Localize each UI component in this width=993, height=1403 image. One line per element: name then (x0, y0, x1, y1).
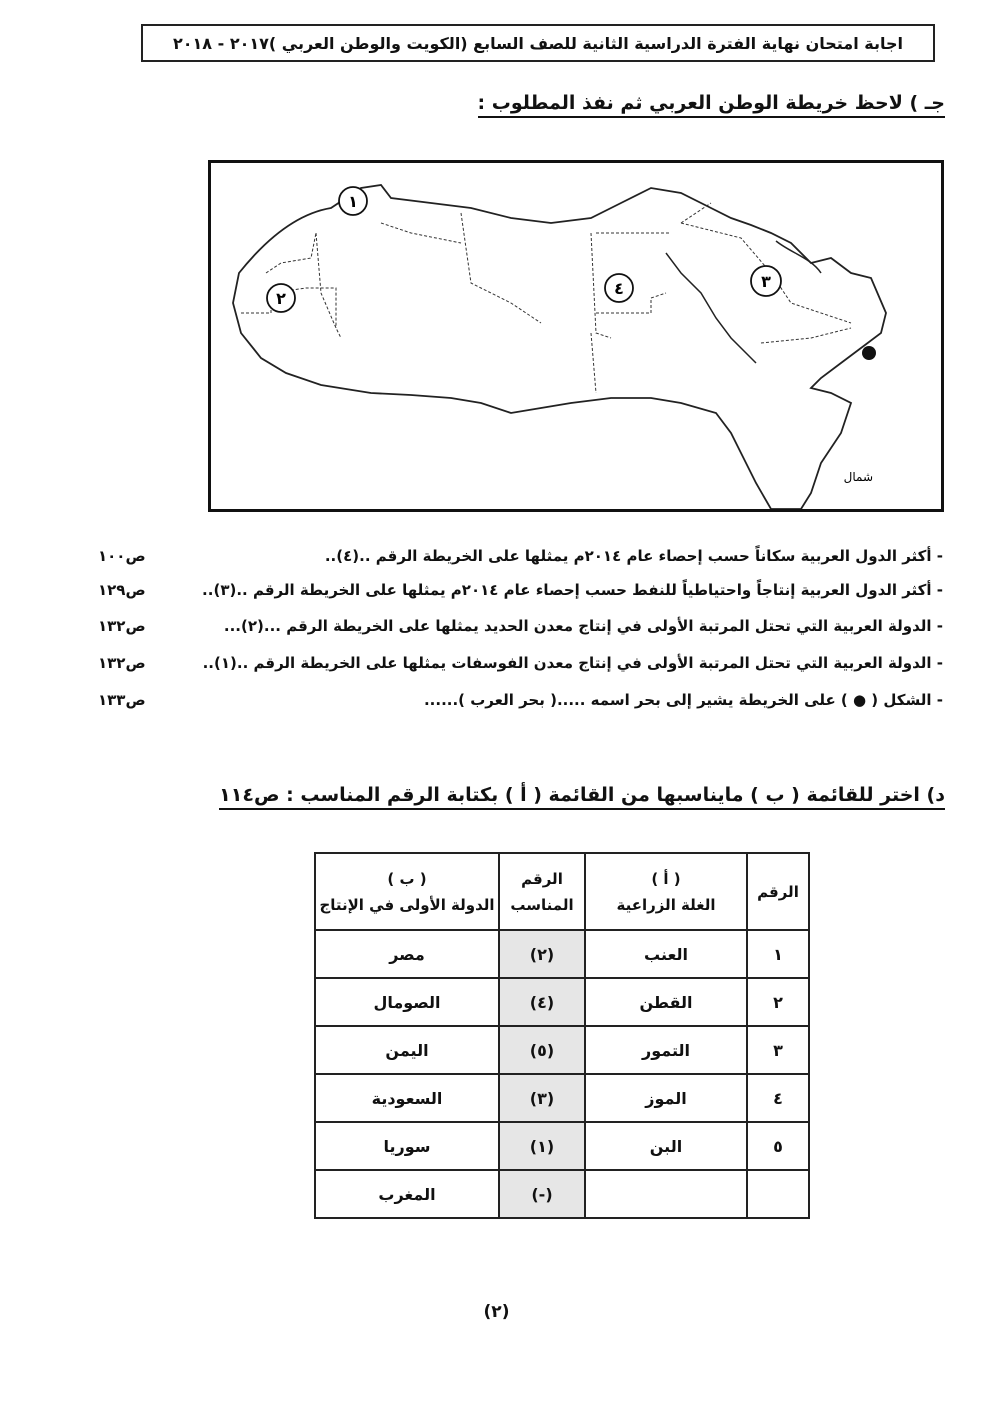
table-row: ٢ القطن (٤) الصومال (315, 978, 809, 1026)
svg-text:شمال: شمال (843, 470, 873, 484)
table-row: ١ العنب (٢) مصر (315, 930, 809, 978)
table-row: ٣ التمور (٥) اليمن (315, 1026, 809, 1074)
matching-table (314, 852, 810, 1219)
question-3-page: ص١٣٢ (98, 617, 146, 635)
question-1-page: ص١٠٠ (98, 547, 146, 565)
svg-text:٣: ٣ (761, 272, 771, 291)
question-5: - الشكل ( ● ) على الخريطة يشير إلى بحر اسمه .....( بحر العرب )...... (423, 691, 943, 709)
section-d-page: ص١١٤ (219, 784, 280, 806)
header-box (141, 24, 935, 62)
page-number: (٢) (483, 1302, 510, 1322)
map-marker-4 (605, 274, 633, 302)
header-list-b: ( ب ) الدولة الأولى في الإنتاج (315, 853, 499, 930)
header-list-a: ( أ ) الغلة الزراعية (585, 853, 747, 930)
arabian-sea-dot (862, 346, 876, 360)
question-2-page: ص١٢٩ (98, 581, 146, 599)
section-d-title: د) اختر للقائمة ( ب ) مايناسبها من القائمة ( أ ) بكتابة الرقم المناسب : ص١١٤ (219, 784, 945, 806)
svg-text:٢: ٢ (276, 289, 286, 308)
header-num: الرقم (747, 853, 809, 930)
map-svg (211, 163, 941, 509)
coastline (233, 185, 886, 509)
map-marker-3 (751, 266, 781, 296)
svg-text:٤: ٤ (614, 279, 624, 298)
question-3: - الدولة العربية التي تحتل المرتبة الأولى في إنتاج معدن الحديد يمثلها على الخريطة الرقم ...(٢)... (223, 617, 943, 635)
map-marker-1 (339, 187, 367, 215)
table-row: ٥ البن (١) سوريا (315, 1122, 809, 1170)
section-c-title: جـ ) لاحظ خريطة الوطن العربي ثم نفذ المطلوب : (478, 92, 945, 114)
question-2: - أكثر الدول العربية إنتاجاً واحتياطياً للنفط حسب إحصاء عام ٢٠١٤م يمثلها على الخريطة الرقم ..(٣).. (202, 581, 943, 599)
arabian-gulf (776, 241, 821, 273)
arab-world-map (208, 160, 944, 512)
map-marker-2 (267, 284, 295, 312)
red-sea (666, 253, 756, 363)
svg-text:١: ١ (348, 192, 358, 211)
table-row: ٤ الموز (٣) السعودية (315, 1074, 809, 1122)
borders (241, 203, 851, 393)
north-symbol (844, 470, 873, 484)
header-title: اجابة امتحان نهاية الفترة الدراسية الثانية للصف السابع (الكويت والوطن العربي )٢٠١٧ - ٢٠١٨ (172, 33, 903, 53)
question-4: - الدولة العربية التي تحتل المرتبة الأولى في إنتاج معدن الفوسفات يمثلها على الخريطة الرقم ..(١).. (202, 654, 943, 672)
header-match: الرقم المناسب (499, 853, 585, 930)
question-5-page: ص١٣٣ (98, 691, 146, 709)
table-row: (-) المغرب (315, 1170, 809, 1218)
question-1: - أكثر الدول العربية سكاناً حسب إحصاء عام ٢٠١٤م يمثلها على الخريطة الرقم ..(٤).. (324, 547, 943, 565)
question-4-page: ص١٣٢ (98, 654, 146, 672)
